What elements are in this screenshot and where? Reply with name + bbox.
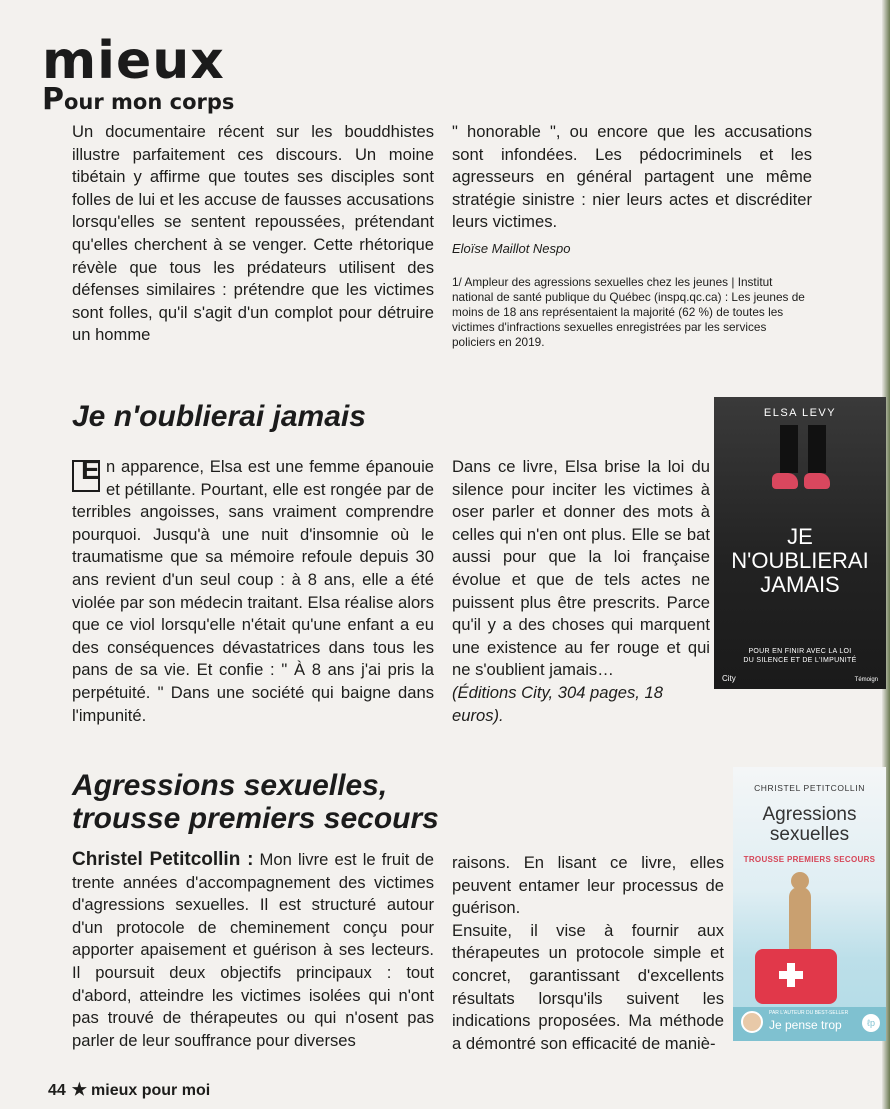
cover2-band xyxy=(733,1007,886,1041)
drop-cap xyxy=(72,454,100,492)
section2-left-column xyxy=(72,456,434,727)
section-brand xyxy=(42,31,235,117)
section3-right-column xyxy=(452,852,724,1055)
section1-right-text: " honorable ", ou encore que les accusations sont infondées. Les pédocriminels et les agresseurs en général partagent une même stratégie sinistre : nier leurs actes et discréditer leurs victimes. xyxy=(452,122,812,232)
cover1-imprint: Témoign xyxy=(854,677,878,683)
brand-subtitle-cap: P xyxy=(42,82,64,117)
cover1-tagline-line1: POUR EN FINIR AVEC LA LOI xyxy=(748,648,852,655)
star-icon: ★ xyxy=(71,1080,88,1099)
cover2-band-small: PAR L'AUTEUR DU BEST-SELLER xyxy=(769,1010,849,1016)
brand-subtitle-rest: our mon corps xyxy=(64,90,235,114)
first-aid-kit-icon xyxy=(755,949,837,1004)
book-cover-agressions-sexuelles xyxy=(733,767,886,1041)
publisher-logo-icon: ℓp xyxy=(862,1014,880,1032)
cover2-title-line1: Agressions xyxy=(762,804,857,825)
brand-title: mieux xyxy=(42,31,225,91)
cover2-band-book: Je pense trop xyxy=(769,1018,842,1032)
page-footer xyxy=(48,1080,210,1100)
section1-right-column xyxy=(452,121,812,351)
cover1-title xyxy=(714,525,886,597)
section3-left-column xyxy=(72,849,434,1052)
cover2-subtitle: TROUSSE PREMIERS SECOURS xyxy=(743,855,876,864)
section1-left-text: Un documentaire récent sur les bouddhistes illustre parfaitement ces discours. Un moine tibétain y affirme que toutes ses disciples sont folles de lui et les accuse de fausses accusations lorsqu'elles se sentent repoussées, prétendant qu'elles cherchent à se venger. Cette rhétorique révèle que tous les prédateurs utilisent des défenses similaires : prétendre que les victimes sont folles, qu'il s'agit d'un complot pour détruire un homme xyxy=(72,122,434,345)
cover1-tagline xyxy=(714,647,886,665)
heading-agressions-sexuelles xyxy=(72,769,439,835)
section2-right-column xyxy=(452,456,710,727)
heading3-line1: Agressions sexuelles, xyxy=(72,769,388,802)
cover2-title-line2: sexuelles xyxy=(769,824,850,845)
interview-author: Christel Petitcollin : xyxy=(72,849,254,870)
section2-right-text: Dans ce livre, Elsa brise la loi du silence pour inciter les victimes à oser parler et donner des mots à celles qui n'en ont plus. Elle se bat aussi pour que la loi française évolue et que de tels actes ne puissent plus être prescrits. Parce qu'il y a des choses qui marquent une existence au fer rouge et qui ne s'oublient jamais… xyxy=(452,457,710,680)
cover1-title-line2: N'OUBLIERAI xyxy=(731,548,869,573)
cover1-tagline-line2: DU SILENCE ET DE L'IMPUNITÉ xyxy=(743,657,857,664)
section1-left-column xyxy=(72,121,434,347)
section3-left-text: Mon livre est le fruit de trente années d'accompagnement des victimes d'agressions sexuelles. Il est structuré autour d'un protocole de cheminement conçu pour apporter apaisement et guérison à ses lecteurs. Il poursuit deux objectifs principaux : tout d'abord, atteindre les victimes isolées qui n'ont pas trouvé de thérapeutes ou qui n'osent pas parler de leur souffrance pour diverses xyxy=(72,850,434,1050)
article-signature: Eloïse Maillot Nespo xyxy=(452,240,571,256)
cover1-title-line3: JAMAIS xyxy=(760,572,840,597)
section3-right-text-1: raisons. En lisant ce livre, elles peuvent entamer leur processus de guérison. xyxy=(452,853,724,918)
heading-je-noublierai-jamais: Je n'oublierai jamais xyxy=(72,400,366,433)
section2-left-text: n apparence, Elsa est une femme épanouie et pétillante. Pourtant, elle est rongée par de terribles angoisses, sans vraiment comprendre pourquoi. Jusqu'à une nuit d'insomnie où le traumatisme que sa mémoire refoule depuis 30 ans revient d'un seul coup : à 8 ans, elle a été violée par son médecin traitant. Elsa réalise alors que ce viol lorsqu'elle n'était qu'une enfant a eu des conséquences dévastatrices dans tous les pans de sa vie. Et confie : " À 8 ans j'ai pris la perpétuité. " Dans une société qui baigne dans l'impunité. xyxy=(72,457,434,725)
legs-illustration xyxy=(772,425,832,495)
cover1-title-line1: JE xyxy=(787,524,813,549)
section3-right-text-2: Ensuite, il vise à fournir aux thérapeutes un protocole simple et concret, garantissant d'excellents résultats lorsqu'ils suivent les indications proposées. Ma méthode a démontré son efficacité de maniè- xyxy=(452,920,724,1053)
heading3-line2: trousse premiers secours xyxy=(72,802,439,835)
brand-subtitle xyxy=(42,82,234,117)
section2-book-details: (Éditions City, 304 pages, 18 euros). xyxy=(452,682,663,725)
author-avatar xyxy=(741,1011,763,1033)
book-cover-je-noublierai-jamais xyxy=(714,397,886,689)
cover2-author: CHRISTEL PETITCOLLIN xyxy=(754,783,865,793)
cover2-title xyxy=(733,805,886,845)
footnote: 1/ Ampleur des agressions sexuelles chez les jeunes | Institut national de santé publique du Québec (inspq.qc.ca) : Les jeunes de moins de 18 ans représentaient la majorité (62 %) de toutes les victimes d'infractions sexuelles enregistrées par les services policiers en 2019. xyxy=(452,274,805,350)
cover1-author: ELSA LEVY xyxy=(763,407,837,419)
drop-cap-letter: E xyxy=(81,454,100,485)
cover1-publisher: City xyxy=(722,674,736,683)
page-number: 44 xyxy=(48,1082,66,1099)
magazine-name: mieux pour moi xyxy=(91,1082,211,1099)
